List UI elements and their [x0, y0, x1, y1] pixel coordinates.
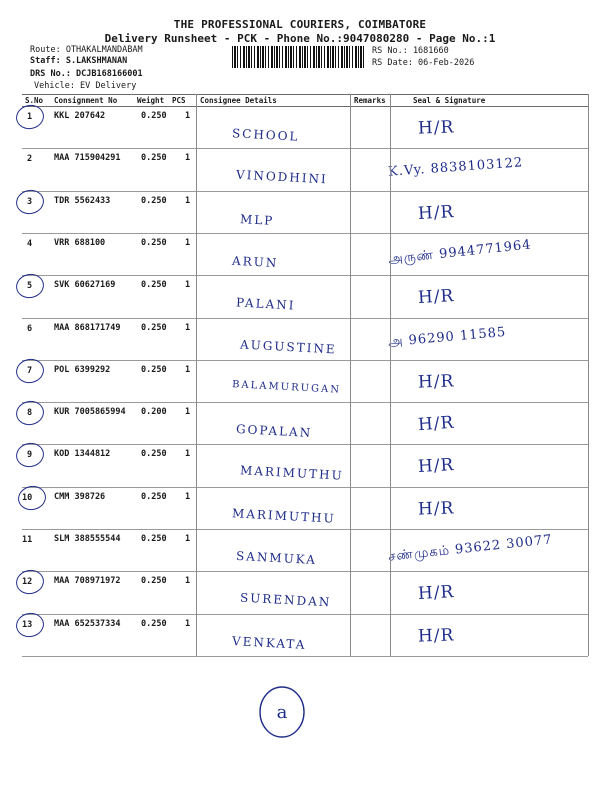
- row-sno: 12: [22, 577, 33, 588]
- row-pcs: 1: [185, 449, 191, 460]
- row-rule: [22, 233, 588, 234]
- row-consignment: KUR 7005865994: [54, 407, 126, 418]
- signature-handwriting: சண்முகம் 93622 30077: [387, 532, 554, 565]
- signature-handwriting: H/R: [417, 582, 455, 605]
- row-weight: 0.250: [141, 280, 167, 291]
- row-sno: 13: [22, 619, 33, 630]
- row-pcs: 1: [185, 407, 191, 418]
- row-consignment: SLM 388555544: [54, 534, 121, 544]
- row-sno: 2: [27, 154, 33, 165]
- row-weight: 0.250: [141, 576, 167, 587]
- row-consignment: KOD 1344812: [54, 449, 111, 460]
- consignee-handwriting: MLP: [239, 211, 275, 228]
- vehicle-label: Vehicle: EV Delivery: [34, 81, 137, 91]
- row-consignment: MAA 708971972: [54, 576, 121, 587]
- row-rule: [22, 529, 588, 530]
- col-consignment: Consignment No: [54, 96, 118, 105]
- drs-number: DRS No.: DCJB168166001: [30, 69, 143, 79]
- row-consignment: POL 6399292: [54, 364, 111, 375]
- consignee-handwriting: BALAMURUGAN: [231, 378, 342, 396]
- divider-consignee: [196, 94, 197, 656]
- col-pcs: PCS: [172, 96, 186, 105]
- row-consignment: MAA 652537334: [54, 618, 121, 629]
- row-consignment: MAA 868171749: [54, 322, 121, 333]
- signature-handwriting: H/R: [417, 286, 455, 309]
- row-weight: 0.250: [141, 195, 167, 206]
- row-pcs: 1: [185, 322, 191, 333]
- row-sno: 3: [27, 196, 33, 207]
- runsheet-subtitle: Delivery Runsheet - PCK - Phone No.:9047080280 - Page No.:1: [104, 32, 496, 45]
- row-consignment: CMM 398726: [54, 491, 106, 502]
- row-pcs: 1: [185, 364, 191, 375]
- row-rule: [22, 402, 588, 403]
- row-rule: [22, 614, 588, 615]
- signature-handwriting: H/R: [417, 624, 455, 647]
- consignee-handwriting: SCHOOL: [231, 126, 300, 144]
- row-pcs: 1: [185, 491, 191, 502]
- signature-handwriting: அருண் 9944771964: [387, 237, 533, 268]
- company-title: THE PROFESSIONAL COURIERS, COIMBATORE: [173, 18, 427, 31]
- row-weight: 0.250: [141, 491, 167, 502]
- signature-handwriting: H/R: [417, 412, 456, 436]
- row-pcs: 1: [185, 280, 191, 291]
- consignee-handwriting: AUGUSTINE: [239, 336, 338, 357]
- row-sno: 10: [22, 492, 33, 503]
- row-weight: 0.250: [141, 449, 167, 460]
- divider-right: [588, 94, 589, 656]
- signature-handwriting: H/R: [417, 117, 455, 139]
- row-pcs: 1: [185, 576, 191, 587]
- row-pcs: 1: [185, 618, 191, 629]
- row-sno: 11: [22, 535, 33, 545]
- row-sno: 1: [27, 112, 33, 122]
- row-weight: 0.200: [141, 407, 167, 418]
- consignee-handwriting: SANMUKA: [235, 548, 318, 568]
- row-weight: 0.250: [141, 364, 167, 375]
- signature-handwriting: H/R: [417, 455, 455, 478]
- signature-handwriting: H/R: [417, 201, 455, 224]
- route-label: Route: OTHAKALMANDABAM: [30, 45, 143, 55]
- row-rule: [22, 318, 588, 319]
- row-consignment: VRR 688100: [54, 237, 106, 248]
- col-seal-signature: Seal & Signature: [413, 96, 486, 105]
- signature-handwriting: K.Vy. 8838103122: [387, 155, 524, 180]
- row-rule: [22, 656, 588, 657]
- header-bottom-rule: [22, 106, 588, 107]
- consignee-handwriting: PALANI: [235, 295, 296, 313]
- row-pcs: 1: [185, 237, 191, 248]
- barcode-image: [232, 46, 366, 68]
- header-top-rule: [22, 94, 588, 95]
- row-consignment: TDR 5562433: [54, 195, 111, 206]
- circled-mark-letter: a: [276, 702, 288, 723]
- row-consignment: SVK 60627169: [54, 280, 116, 291]
- rs-date: RS Date: 06-Feb-2026: [372, 58, 475, 68]
- consignee-handwriting: SURENDAN: [239, 590, 332, 610]
- staff-label: Staff: S.LAKSHMANAN: [30, 56, 128, 66]
- row-weight: 0.250: [141, 534, 167, 544]
- row-rule: [22, 571, 588, 572]
- row-sno: 7: [27, 365, 33, 376]
- consignee-handwriting: GOPALAN: [235, 422, 313, 441]
- consignee-handwriting: ARUN: [231, 253, 279, 271]
- col-sno: S.No: [25, 96, 44, 105]
- row-consignment: KKL 207642: [54, 111, 106, 121]
- row-consignment: MAA 715904291: [54, 153, 121, 164]
- row-weight: 0.250: [141, 111, 167, 121]
- row-weight: 0.250: [141, 237, 167, 248]
- consignee-handwriting: VENKATA: [231, 633, 307, 652]
- row-pcs: 1: [185, 111, 191, 121]
- col-consignee: Consignee Details: [200, 96, 277, 105]
- row-pcs: 1: [185, 153, 191, 164]
- signature-handwriting: H/R: [417, 371, 455, 393]
- row-rule: [22, 148, 588, 149]
- row-sno: 5: [27, 281, 33, 292]
- rs-number: RS No.: 1681660: [372, 46, 449, 56]
- col-remarks: Remarks: [354, 96, 386, 105]
- circled-mark: [256, 682, 308, 740]
- row-rule: [22, 191, 588, 192]
- row-sno: 8: [27, 408, 33, 419]
- row-rule: [22, 487, 588, 488]
- row-sno: 9: [27, 450, 33, 461]
- divider-remarks: [350, 94, 351, 656]
- consignee-handwriting: MARIMUTHU: [239, 463, 345, 484]
- col-weight: Weight: [137, 96, 165, 105]
- row-rule: [22, 275, 588, 276]
- row-pcs: 1: [185, 195, 191, 206]
- row-weight: 0.250: [141, 322, 167, 333]
- signature-handwriting: அ 96290 11585: [387, 324, 507, 350]
- row-sno: 6: [27, 323, 33, 334]
- row-sno: 4: [27, 238, 33, 249]
- consignee-handwriting: MARIMUTHU: [231, 505, 337, 526]
- row-rule: [22, 360, 588, 361]
- row-weight: 0.250: [141, 153, 167, 164]
- row-weight: 0.250: [141, 618, 167, 629]
- row-rule: [22, 444, 588, 445]
- consignee-handwriting: VINODHINI: [235, 167, 329, 187]
- row-pcs: 1: [185, 534, 191, 544]
- signature-handwriting: H/R: [417, 498, 455, 520]
- divider-seal: [390, 94, 391, 656]
